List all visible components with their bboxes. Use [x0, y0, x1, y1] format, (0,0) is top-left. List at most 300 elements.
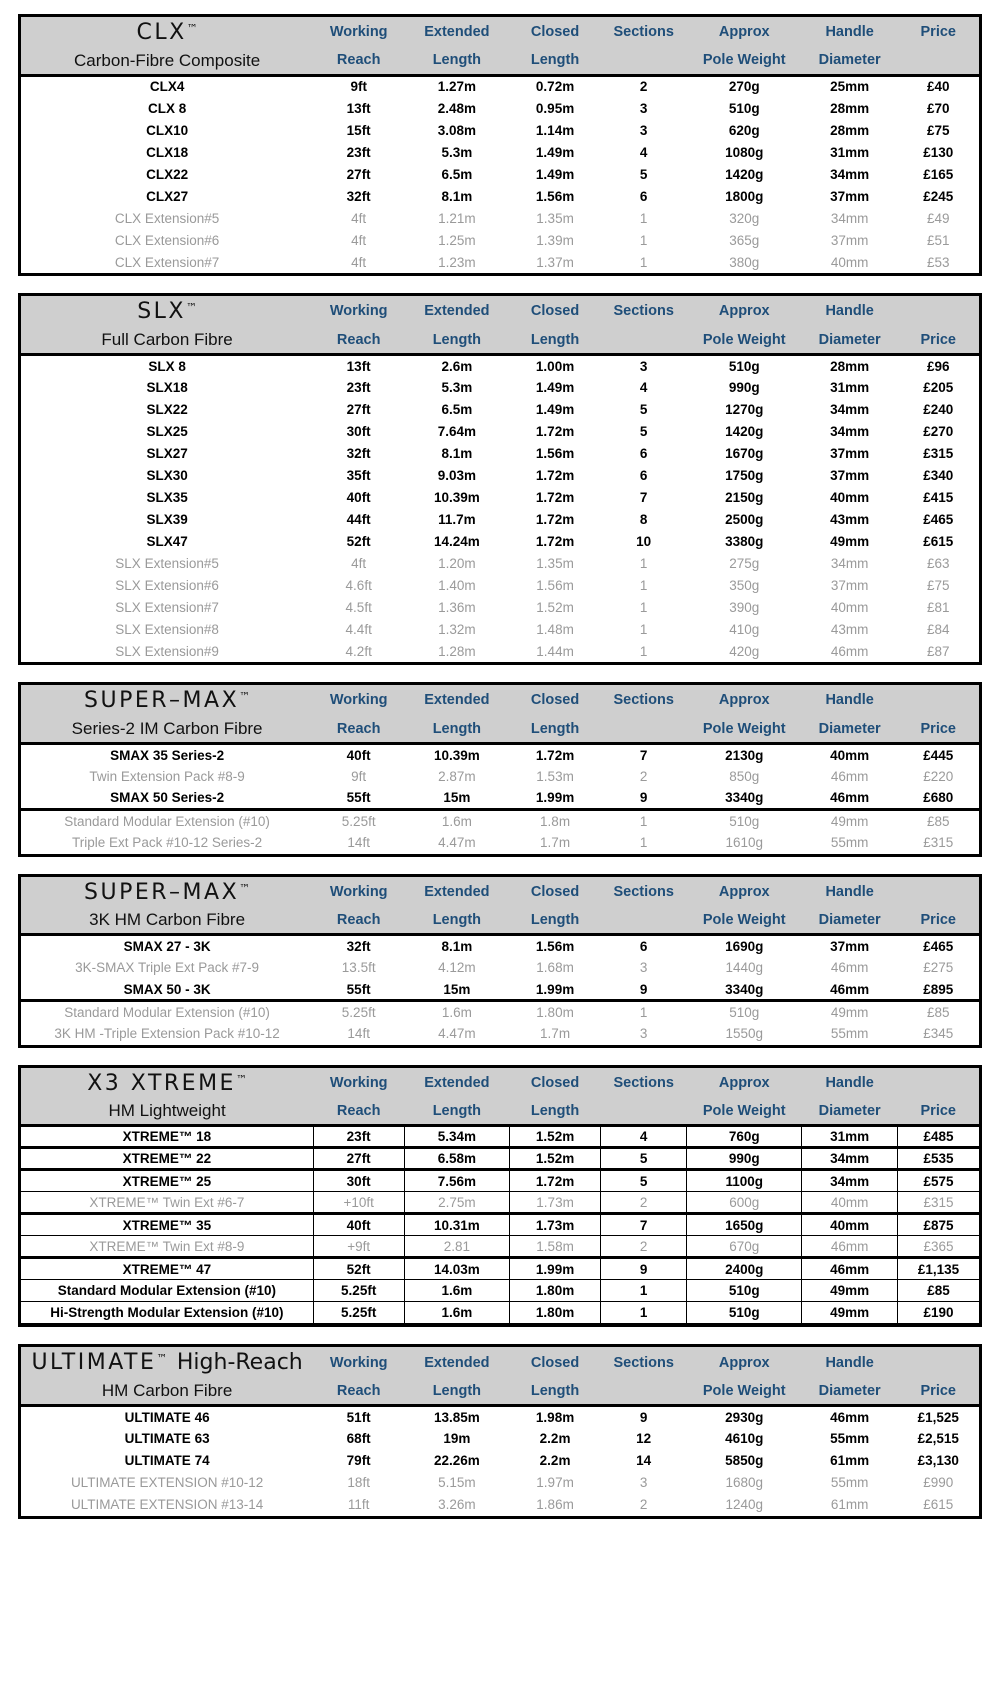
brand-subtitle-cell: [21, 328, 313, 353]
row-closed-length: 0.72m: [535, 79, 575, 95]
row-product-name: CLX Extension#5: [114, 210, 220, 226]
row-closed-length: 1.49m: [535, 379, 575, 395]
row-price: £190: [898, 1302, 979, 1324]
row-sections: 1: [639, 621, 648, 637]
table-row: [21, 552, 979, 574]
row-working-reach: 40ft: [313, 1214, 404, 1236]
row-handle-diameter: 49mm: [802, 1302, 898, 1324]
product-table-ultimate: [18, 1344, 982, 1518]
product-table-slx: [18, 293, 982, 665]
row-product-name: Triple Ext Pack #10-12 Series-2: [72, 835, 263, 851]
row-price: £275: [923, 960, 954, 976]
row-sections: 1: [601, 1302, 687, 1324]
col-header-extended-length: Length: [404, 908, 509, 933]
row-closed-length: 1.35m: [536, 555, 574, 571]
col-header-extended-length: Length: [404, 717, 509, 742]
col-header-approx: Approx: [687, 1347, 802, 1379]
col-header-sections: Sections: [601, 685, 687, 717]
row-closed-length: 1.72m: [535, 467, 575, 483]
row-sections: 10: [636, 533, 652, 549]
col-header-approx: Approx: [687, 17, 802, 49]
row-price: £875: [898, 1214, 979, 1236]
row-extended-length: 15m: [404, 788, 509, 810]
row-handle-diameter: 34mm: [830, 423, 870, 439]
col-header-closed-length: Length: [510, 1099, 601, 1124]
row-price: £365: [898, 1236, 979, 1258]
row-pole-weight: 3340g: [687, 788, 802, 810]
table-row: [21, 185, 979, 207]
row-extended-length: 22.26m: [433, 1453, 480, 1469]
row-handle-diameter: 55mm: [830, 1475, 869, 1491]
row-extended-length: 1.23m: [438, 254, 476, 270]
row-working-reach: 13.5ft: [341, 960, 376, 976]
row-working-reach: 14ft: [347, 835, 370, 851]
row-pole-weight: 510g: [728, 358, 760, 374]
row-pole-weight: 1080g: [725, 144, 764, 160]
row-pole-weight: 620g: [728, 122, 760, 138]
row-closed-length: 1.53m: [536, 769, 574, 785]
row-pole-weight: 1100g: [687, 1170, 802, 1192]
trademark-icon: ™: [186, 22, 198, 35]
row-product-name: SLX25: [146, 423, 188, 439]
row-handle-diameter: 46mm: [830, 643, 869, 659]
row-price: £245: [923, 188, 954, 204]
row-pole-weight: 365g: [729, 232, 760, 248]
trademark-icon: ™: [239, 690, 251, 704]
row-sections: 4: [639, 379, 648, 395]
row-working-reach: 4.5ft: [345, 599, 372, 615]
col-header-working: Working: [313, 296, 404, 328]
row-price: £220: [923, 769, 954, 785]
col-header-diameter: Diameter: [802, 328, 898, 353]
row-closed-length: 1.37m: [536, 254, 574, 270]
row-handle-diameter: 28mm: [830, 358, 870, 374]
row-handle-diameter: 40mm: [802, 1214, 898, 1236]
row-closed-length: 1.44m: [536, 643, 574, 659]
row-price: £895: [898, 979, 979, 1001]
col-header-price-top: [898, 877, 979, 909]
col-header-pole-weight: Pole Weight: [687, 49, 802, 74]
row-closed-length: 1.8m: [540, 813, 571, 829]
row-sections: 5: [639, 166, 648, 182]
row-pole-weight: 2400g: [687, 1258, 802, 1280]
row-pole-weight: 1420g: [725, 423, 764, 439]
row-closed-length: 1.72m: [510, 1170, 601, 1192]
col-header-pole-weight: Pole Weight: [687, 908, 802, 933]
row-extended-length: 5.3m: [441, 144, 473, 160]
row-working-reach: 11ft: [347, 1497, 370, 1513]
table-row: [21, 354, 979, 376]
table-row: [21, 832, 979, 854]
row-handle-diameter: 55mm: [830, 1431, 870, 1447]
row-extended-length: 8.1m: [441, 445, 473, 461]
row-working-reach: 4.6ft: [345, 577, 372, 593]
col-header-price-bottom: [898, 49, 979, 74]
row-pole-weight: 1670g: [725, 445, 764, 461]
col-header-extended: Extended: [404, 877, 509, 909]
col-header-extended: Extended: [404, 296, 509, 328]
brand-cell: [21, 296, 313, 328]
row-handle-diameter: 46mm: [830, 960, 869, 976]
row-working-reach: 40ft: [346, 747, 371, 763]
row-extended-length: 2.48m: [437, 100, 477, 116]
row-handle-diameter: 43mm: [830, 621, 869, 637]
row-handle-diameter: 55mm: [830, 1026, 869, 1042]
row-closed-length: 1.99m: [510, 979, 601, 1001]
col-header-extended-length: Length: [404, 49, 509, 74]
row-extended-length: 8.1m: [441, 188, 473, 204]
row-working-reach: 13ft: [346, 358, 371, 374]
row-working-reach: 5.25ft: [313, 1280, 404, 1302]
row-extended-length: 2.81: [404, 1236, 509, 1258]
row-product-name: SMAX 50 - 3K: [21, 979, 313, 1001]
row-sections: 9: [601, 979, 687, 1001]
row-price: £85: [927, 1005, 950, 1020]
brand-subtitle-cell: [21, 1379, 313, 1404]
row-pole-weight: 350g: [729, 577, 760, 593]
row-price: £2,515: [917, 1431, 959, 1447]
row-product-name: XTREME™ 35: [21, 1214, 313, 1236]
col-header-working: Working: [313, 1068, 404, 1100]
row-price: £485: [898, 1126, 979, 1148]
row-closed-length: 1.56m: [535, 939, 575, 954]
row-working-reach: 4.2ft: [345, 643, 372, 659]
table-row: [21, 1214, 979, 1236]
row-sections: 7: [639, 489, 648, 505]
row-extended-length: 1.25m: [438, 232, 476, 248]
row-pole-weight: 1270g: [725, 401, 764, 417]
row-pole-weight: 4610g: [725, 1431, 764, 1447]
row-working-reach: 4ft: [351, 232, 367, 248]
row-extended-length: 5.34m: [404, 1126, 509, 1148]
row-product-name: ULTIMATE EXTENSION #10-12: [70, 1475, 264, 1491]
row-handle-diameter: 40mm: [830, 254, 869, 270]
row-closed-length: 1.49m: [535, 401, 575, 417]
row-pole-weight: 510g: [728, 100, 760, 116]
row-extended-length: 10.39m: [433, 747, 480, 763]
row-sections: 3: [639, 960, 648, 976]
table-row: [21, 935, 979, 957]
row-extended-length: 19m: [443, 1431, 471, 1447]
row-extended-length: 4.47m: [438, 1026, 476, 1042]
col-header-working: Working: [313, 17, 404, 49]
row-pole-weight: 760g: [687, 1126, 802, 1148]
col-header-diameter: Diameter: [802, 717, 898, 742]
col-header-handle: Handle: [802, 1347, 898, 1379]
table-row: [21, 1428, 979, 1450]
trademark-icon: ™: [185, 301, 197, 315]
row-handle-diameter: 46mm: [802, 788, 898, 810]
col-header-approx: Approx: [687, 685, 802, 717]
row-handle-diameter: 37mm: [830, 188, 870, 204]
row-handle-diameter: 40mm: [830, 599, 869, 615]
brand-subtitle-cell: [21, 1099, 313, 1124]
col-header-sections-blank: [601, 908, 687, 933]
row-extended-length: 3.26m: [438, 1497, 476, 1513]
row-closed-length: 1.72m: [535, 511, 575, 527]
row-working-reach: 4ft: [351, 210, 367, 226]
row-sections: 4: [601, 1126, 687, 1148]
row-handle-diameter: 46mm: [802, 1236, 898, 1258]
col-header-sections-blank: [601, 328, 687, 353]
row-sections: 9: [639, 1409, 648, 1425]
brand-subtitle-cell: [21, 908, 313, 933]
row-pole-weight: 270g: [728, 79, 760, 95]
row-price: £415: [923, 489, 954, 505]
row-sections: 3: [639, 100, 648, 116]
row-price: £51: [927, 232, 950, 248]
row-closed-length: 0.95m: [535, 100, 575, 116]
row-working-reach: 52ft: [346, 533, 371, 549]
row-extended-length: 5.15m: [438, 1475, 476, 1491]
table-row: [21, 376, 979, 398]
row-price: £85: [927, 813, 950, 829]
product-table-x3-xtreme: [18, 1065, 982, 1328]
row-pole-weight: 2150g: [725, 489, 764, 505]
table-header-bottom-row: [21, 328, 979, 353]
col-header-price-top: [898, 1347, 979, 1379]
col-header-diameter: Diameter: [802, 908, 898, 933]
brand-subtitle-cell: [21, 49, 313, 74]
col-header-price-bottom: Price: [898, 1379, 979, 1404]
row-price: £75: [927, 577, 950, 593]
row-working-reach: +10ft: [313, 1192, 404, 1214]
row-product-name: Standard Modular Extension (#10): [64, 1005, 270, 1020]
table-row: [21, 640, 979, 662]
row-product-name: XTREME™ Twin Ext #6-7: [21, 1192, 313, 1214]
row-working-reach: 27ft: [346, 401, 371, 417]
row-working-reach: 68ft: [346, 1431, 371, 1447]
row-sections: 1: [601, 1280, 687, 1302]
row-working-reach: 52ft: [313, 1258, 404, 1280]
row-extended-length: 6.5m: [441, 401, 473, 417]
row-extended-length: 1.27m: [437, 79, 477, 95]
row-price: £49: [927, 210, 950, 226]
row-sections: 6: [639, 188, 648, 204]
table-row: [21, 1450, 979, 1472]
row-handle-diameter: 43mm: [830, 511, 870, 527]
table-row: [21, 1192, 979, 1214]
row-pole-weight: 2130g: [725, 747, 764, 763]
row-price: £535: [898, 1148, 979, 1170]
row-extended-length: 6.58m: [404, 1148, 509, 1170]
row-closed-length: 1.72m: [535, 747, 575, 763]
row-handle-diameter: 49mm: [802, 1280, 898, 1302]
table-row: [21, 1302, 979, 1324]
row-extended-length: 7.56m: [404, 1170, 509, 1192]
row-closed-length: 1.72m: [535, 533, 575, 549]
row-extended-length: 7.64m: [437, 423, 477, 439]
brand-subtitle: 3K HM Carbon Fibre: [89, 910, 246, 930]
row-sections: 2: [639, 1497, 648, 1513]
row-extended-length: 1.28m: [438, 643, 476, 659]
col-header-closed: Closed: [510, 1068, 601, 1100]
row-pole-weight: 2500g: [725, 511, 764, 527]
row-extended-length: 2.87m: [438, 769, 476, 785]
row-handle-diameter: 34mm: [830, 555, 869, 571]
col-header-sections-blank: [601, 49, 687, 74]
col-header-closed-length: Length: [510, 328, 601, 353]
col-header-reach: Reach: [313, 908, 404, 933]
row-pole-weight: 1440g: [725, 960, 764, 976]
product-table-supermax-3k: [18, 874, 982, 1048]
table-row: [21, 574, 979, 596]
row-price: £315: [923, 835, 954, 851]
row-extended-length: 2.6m: [441, 358, 473, 374]
table-row: [21, 141, 979, 163]
row-closed-length: 1.99m: [510, 1258, 601, 1280]
col-header-price-top: [898, 296, 979, 328]
row-handle-diameter: 46mm: [830, 1409, 870, 1425]
row-product-name: Hi-Strength Modular Extension (#10): [21, 1302, 313, 1324]
row-extended-length: 8.1m: [441, 939, 473, 954]
brand-logo: SUPER–MAX™: [84, 879, 251, 905]
row-extended-length: 4.47m: [438, 835, 476, 851]
table-row: [21, 1236, 979, 1258]
table-row: [21, 1472, 979, 1494]
row-working-reach: 4.4ft: [345, 621, 372, 637]
brand-logo: ULTIMATE™ High-Reach: [31, 1350, 303, 1376]
row-handle-diameter: 49mm: [830, 813, 869, 829]
row-price: £165: [923, 166, 954, 182]
row-product-name: ULTIMATE 63: [124, 1431, 210, 1447]
col-header-extended: Extended: [404, 17, 509, 49]
row-price: £615: [923, 533, 954, 549]
col-header-extended: Extended: [404, 1347, 509, 1379]
row-handle-diameter: 55mm: [830, 835, 869, 851]
table-row: [21, 1406, 979, 1428]
col-header-extended-length: Length: [404, 1099, 509, 1124]
col-header-handle: Handle: [802, 877, 898, 909]
spec-sheet: [18, 14, 982, 1519]
row-sections: 2: [639, 769, 648, 785]
row-working-reach: 5.25ft: [341, 813, 376, 829]
row-price: £81: [927, 599, 950, 615]
row-pole-weight: 1240g: [725, 1497, 764, 1513]
row-sections: 12: [636, 1431, 652, 1447]
row-handle-diameter: 46mm: [802, 979, 898, 1001]
brand-cell: [21, 17, 313, 49]
brand-subtitle: Carbon-Fibre Composite: [74, 50, 261, 70]
row-product-name: SMAX 50 Series-2: [21, 788, 313, 810]
row-extended-length: 14.24m: [433, 533, 480, 549]
col-header-closed: Closed: [510, 296, 601, 328]
row-pole-weight: 5850g: [725, 1453, 764, 1469]
row-closed-length: 1.56m: [535, 188, 575, 204]
col-header-sections: Sections: [601, 1347, 687, 1379]
brand-subtitle: HM Carbon Fibre: [101, 1381, 233, 1401]
row-product-name: SLX22: [146, 401, 188, 417]
row-pole-weight: 990g: [687, 1148, 802, 1170]
row-product-name: ULTIMATE EXTENSION #13-14: [70, 1497, 264, 1513]
col-header-closed-length: Length: [510, 717, 601, 742]
col-header-closed: Closed: [510, 1347, 601, 1379]
row-product-name: CLX4: [149, 79, 185, 95]
row-closed-length: 1.52m: [510, 1148, 601, 1170]
row-product-name: CLX Extension#6: [114, 232, 220, 248]
row-closed-length: 1.86m: [536, 1497, 574, 1513]
row-price: £340: [923, 467, 954, 483]
row-closed-length: 2.2m: [539, 1431, 571, 1447]
col-header-closed: Closed: [510, 685, 601, 717]
row-working-reach: 9ft: [350, 79, 367, 95]
table-row: [21, 75, 979, 97]
row-price: £315: [923, 445, 954, 461]
row-price: £63: [927, 555, 950, 571]
col-header-working: Working: [313, 685, 404, 717]
table-row: [21, 508, 979, 530]
row-pole-weight: 510g: [729, 1005, 760, 1020]
row-closed-length: 1.98m: [535, 1409, 575, 1425]
row-pole-weight: 1800g: [725, 188, 764, 204]
row-working-reach: 32ft: [346, 445, 371, 461]
row-closed-length: 1.99m: [510, 788, 601, 810]
table-row: [21, 530, 979, 552]
row-closed-length: 1.56m: [536, 577, 574, 593]
row-sections: 8: [639, 511, 648, 527]
row-working-reach: 79ft: [346, 1453, 371, 1469]
col-header-extended-length: Length: [404, 1379, 509, 1404]
row-product-name: XTREME™ 47: [21, 1258, 313, 1280]
row-closed-length: 1.72m: [535, 423, 575, 439]
row-pole-weight: 1610g: [725, 835, 764, 851]
table-row: [21, 596, 979, 618]
row-product-name: SLX Extension#7: [115, 599, 219, 615]
row-closed-length: 1.72m: [535, 489, 575, 505]
col-header-closed: Closed: [510, 17, 601, 49]
row-handle-diameter: 25mm: [830, 79, 870, 95]
table-row: [21, 957, 979, 979]
table-header-bottom-row: [21, 49, 979, 74]
row-price: £465: [923, 939, 954, 954]
row-closed-length: 1.73m: [510, 1192, 601, 1214]
row-extended-length: 4.12m: [438, 960, 476, 976]
col-header-pole-weight: Pole Weight: [687, 717, 802, 742]
col-header-approx: Approx: [687, 1068, 802, 1100]
col-header-price-top: [898, 685, 979, 717]
row-working-reach: 4ft: [351, 254, 367, 270]
product-table-clx: [18, 14, 982, 276]
row-handle-diameter: 31mm: [802, 1126, 898, 1148]
row-closed-length: 1.14m: [535, 122, 575, 138]
col-header-diameter: Diameter: [802, 1099, 898, 1124]
col-header-closed-length: Length: [510, 908, 601, 933]
table-row: [21, 1126, 979, 1148]
table-row: [21, 1170, 979, 1192]
row-sections: 1: [639, 555, 648, 571]
row-product-name: SMAX 35 Series-2: [110, 747, 225, 763]
row-pole-weight: 1420g: [725, 166, 764, 182]
row-product-name: SMAX 27 - 3K: [123, 939, 211, 954]
row-closed-length: 1.49m: [535, 166, 575, 182]
trademark-icon: ™: [239, 881, 251, 895]
row-pole-weight: 990g: [728, 379, 760, 395]
table-row: [21, 163, 979, 185]
row-product-name: SLX47: [146, 533, 188, 549]
row-sections: 2: [601, 1192, 687, 1214]
row-sections: 9: [601, 788, 687, 810]
row-closed-length: 1.80m: [536, 1005, 574, 1020]
row-working-reach: 9ft: [351, 769, 367, 785]
row-price: £53: [927, 254, 950, 270]
row-price: £615: [923, 1497, 954, 1513]
col-header-extended: Extended: [404, 1068, 509, 1100]
row-closed-length: 1.39m: [536, 232, 574, 248]
row-price: £96: [927, 358, 950, 374]
row-pole-weight: 1680g: [725, 1475, 764, 1491]
row-price: £3,130: [917, 1453, 959, 1469]
row-closed-length: 1.56m: [535, 445, 575, 461]
